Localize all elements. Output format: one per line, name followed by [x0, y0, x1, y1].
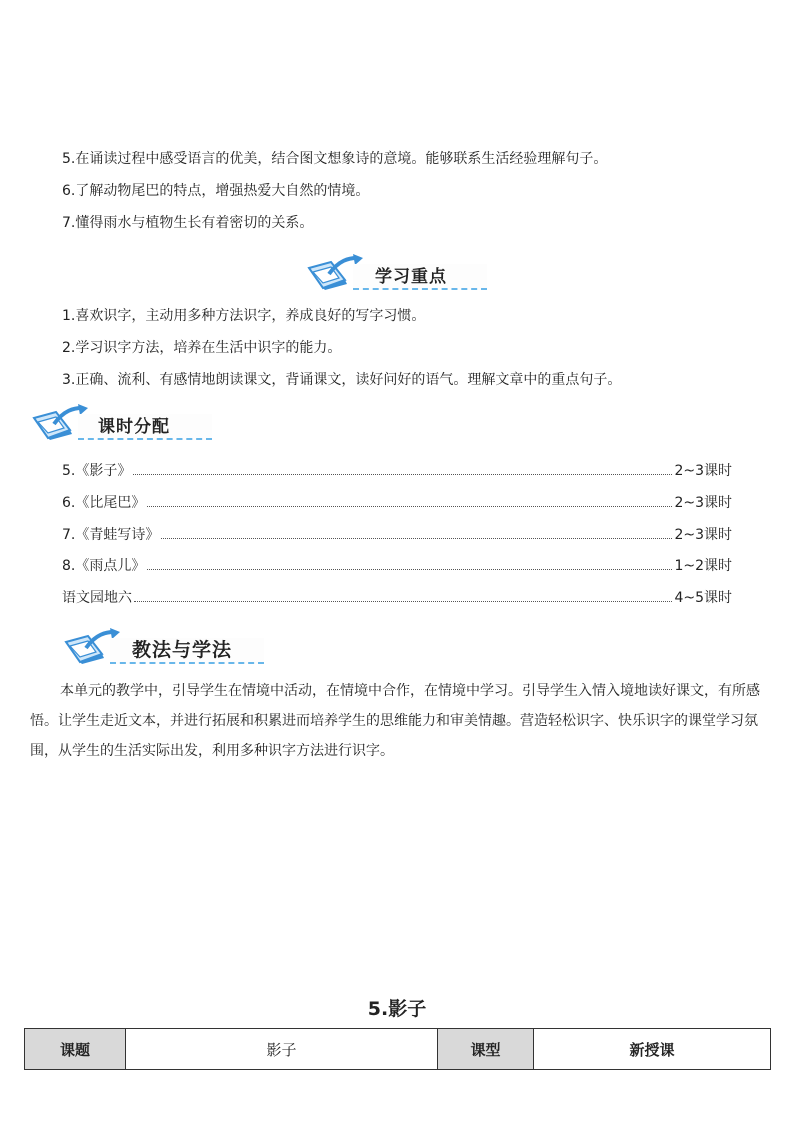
- lesson-info-table: [24, 1028, 771, 1070]
- objective-item-6: 6.了解动物尾巴的特点，增强热爱大自然的情境。: [62, 183, 370, 199]
- key-point-3: 3.正确、流利、有感情地朗读课文，背诵课文，读好问好的语气。理解文章中的重点句子。: [62, 372, 622, 388]
- type-label: 课型: [438, 1029, 534, 1070]
- schedule-lesson: 7.《青蛙写诗》: [62, 527, 160, 543]
- schedule-lesson: 6.《比尾巴》: [62, 495, 146, 511]
- schedule-lesson: 语文园地六: [62, 590, 132, 606]
- section-title: 课时分配: [98, 417, 170, 437]
- section-title: 学习重点: [375, 267, 447, 287]
- key-point-1: 1.喜欢识字，主动用多种方法识字，养成良好的写字习惯。: [62, 308, 426, 324]
- schedule-row: [62, 525, 732, 545]
- objective-item-5: 5.在诵读过程中感受语言的优美，结合图文想象诗的意境。能够联系生活经验理解句子。: [62, 151, 608, 167]
- schedule-hours: 2~3课时: [674, 527, 732, 543]
- table-row: [25, 1029, 771, 1070]
- section-heading-schedule: [30, 404, 215, 440]
- schedule-lesson: 8.《雨点儿》: [62, 558, 146, 574]
- schedule-hours: 1~2课时: [674, 558, 732, 574]
- schedule-row: [62, 588, 732, 608]
- key-point-2: 2.学习识字方法，培养在生活中识字的能力。: [62, 340, 342, 356]
- objective-item-7: 7.懂得雨水与植物生长有着密切的关系。: [62, 215, 314, 231]
- schedule-hours: 4~5课时: [674, 590, 732, 606]
- schedule-hours: 2~3课时: [674, 463, 732, 479]
- section-heading-key-points: [305, 254, 490, 290]
- schedule-row: [62, 461, 732, 481]
- schedule-row: [62, 556, 732, 576]
- schedule-row: [62, 493, 732, 513]
- method-paragraph: 本单元的教学中，引导学生在情境中活动，在情境中合作，在情境中学习。引导学生入情入境地读好课文，有所感悟。让学生走近文本，并进行拓展和积累进而培养学生的思维能力和审美情趣。营造轻松识字、快乐识字的课堂学习氛围，从学生的生活实际出发，利用多种识字方法进行识字。: [30, 683, 760, 759]
- topic-value: 影子: [126, 1029, 438, 1070]
- topic-label: 课题: [25, 1029, 126, 1070]
- type-value: 新授课: [534, 1029, 771, 1070]
- lesson-title: 5.影子: [367, 998, 427, 1020]
- schedule-hours: 2~3课时: [674, 495, 732, 511]
- schedule-lesson: 5.《影子》: [62, 463, 132, 479]
- section-title: 教法与学法: [132, 639, 233, 661]
- section-heading-method: [62, 628, 267, 664]
